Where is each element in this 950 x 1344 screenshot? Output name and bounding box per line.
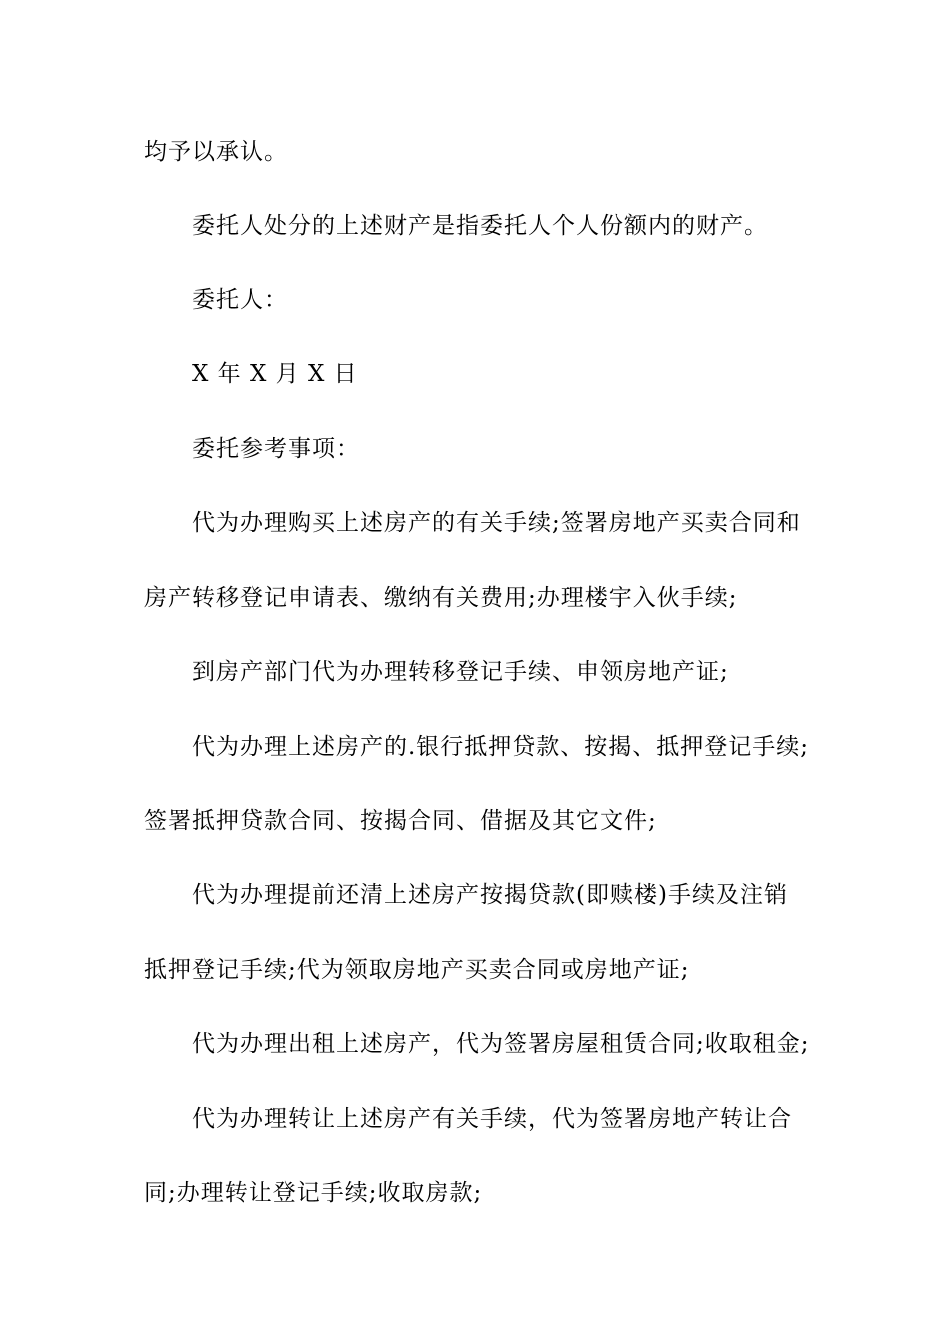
text-line: 代为办理购买上述房产的有关手续;签署房地产买卖合同和 (192, 510, 801, 536)
text-line: 均予以承认。 (144, 139, 288, 165)
text-line: 同;办理转让登记手续;收取房款; (144, 1180, 483, 1206)
text-line: 抵押登记手续;代为领取房地产买卖合同或房地产证; (144, 957, 690, 983)
text-line: 房产转移登记申请表、缴纳有关费用;办理楼宇入伙手续; (144, 585, 738, 611)
text-line: 委托人： (192, 287, 288, 313)
text-line: 委托人处分的上述财产是指委托人个人份额内的财产。 (192, 213, 768, 239)
date-line: X 年 X 月 X 日 (192, 361, 358, 387)
text-line: 代为办理出租上述房产，代为签署房屋租赁合同;收取租金; (192, 1031, 810, 1057)
text-line: 代为办理转让上述房产有关手续，代为签署房地产转让合 (192, 1106, 792, 1132)
text-line: 委托参考事项： (192, 436, 360, 462)
text-line: 代为办理上述房产的.银行抵押贷款、按揭、抵押登记手续; (192, 734, 810, 760)
text-line: 代为办理提前还清上述房产按揭贷款(即赎楼)手续及注销 (192, 882, 788, 908)
text-line: 到房产部门代为办理转移登记手续、申领房地产证; (192, 659, 729, 685)
text-line: 签署抵押贷款合同、按揭合同、借据及其它文件; (144, 808, 657, 834)
